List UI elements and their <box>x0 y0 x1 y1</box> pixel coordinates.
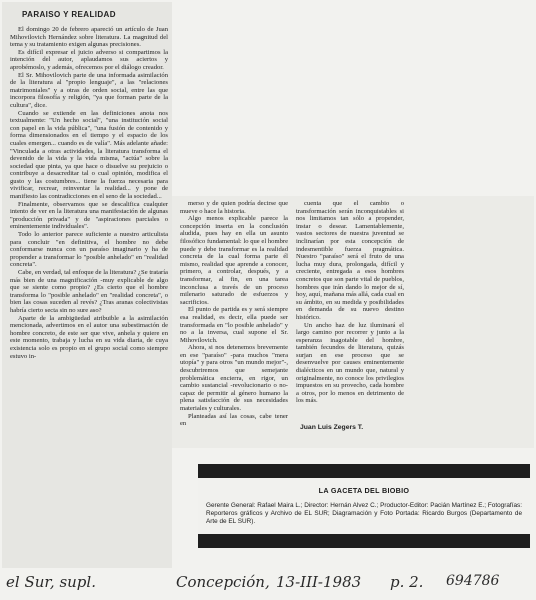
paragraph: El punto de partida es y será siempre esa realidad, es decir, ella puede ser transformada en "lo posible anhelado" y no a la inversa, cual supone el Sr. Mihovilovich. <box>180 306 288 344</box>
paragraph: Aparte de la ambigüedad atribuible a la asimilación mencionada, advertimos en el autor una subestimación de hombre concreto, de este ser que vive, anhela y quiere en este momento, trabaja y lucha en su vida diaria, de cuya existencia solo es propio en el grupo social como siempre estuvo in- <box>10 314 168 360</box>
masthead-band-top <box>198 464 530 478</box>
paragraph: Cabe, en verdad, tal enfoque de la literatura? ¿Se trataría más bien de una magnificación -muy explicable de algo que se siente como propio? ¿Es cierto que el hombre transforma lo "posible anhelado" en "realidad concreta", o bien las cosas suceden al revés? ¿Tras aranas colectivistas habría cierto secta sin no sure aso? <box>10 269 168 314</box>
paragraph: Ahora, si nos detenemos brevemente en ese "paraíso" -para muchos "mera utopía" y para otros "un mundo mejor"-, descubriremos que semejante problemática encierra, en rigor, un cambio sustancial -revolucionario o no- capaz de permitir al género humano la plena satisfacción de sus necesidades materiales y culturales. <box>180 344 288 413</box>
masthead-title: LA GACETA DEL BIOBIO <box>318 486 410 495</box>
masthead-credits: Gerente General: Rafael Maira L.; Director: Hernán Alvez C.; Productor-Editor: Pacián Martínez E.; Fotografías: Reporteros gráficos y Archivo de EL SUR; Diagramación y Foto Portada: Ricardo Burgos (Departamento de Arte de EL SUR). <box>206 502 522 525</box>
paragraph: cuenta que el cambio o transformación serán inconquistables si nos limitamos tan sólo a propender, instar o desear. Lamentablemente, vastos sectores de nuestra juventud se inclinarían por esta concepción de indesmentible fuerza pragmática. Nuestro "paraíso" será el fruto de una lucha muy dura, prolongada, difícil y creciente, entregada a esos hombres concretos que son parte vital de pueblos, hombres que irán dando lo mejor de sí, hoy, aquí, mañana más allá, cada cual en su ámbito, en su medida y posibilidades en demanda de su nuevo destino histórico. <box>296 200 404 321</box>
article-column-3 <box>296 200 404 405</box>
author-signature: Juan Luis Zegers T. <box>300 424 364 431</box>
paragraph: Todo lo anterior parece suficiente a nuestro articulista para concluir "en definitiva, el hombre no debe conformarse nunca con un paraíso imaginario y ha de propender a transformar lo "posible anhelado" en "realidad concreta". <box>10 231 168 269</box>
article-clipping-right <box>172 196 534 448</box>
article-column-1 <box>10 26 168 360</box>
paragraph: Finalmente, observamos que se descalifica cualquier intento de ver en la literatura una manifestación de algunas "producción privada" y de "aspiraciones parciales o eminentemente individuales". <box>10 200 168 231</box>
handwritten-date: 13-III-1983 <box>276 573 362 591</box>
article-column-2 <box>180 200 288 428</box>
masthead-band-bottom <box>198 534 530 548</box>
masthead-box <box>198 478 530 534</box>
handwritten-city: Concepción, <box>176 573 270 591</box>
paragraph: Algo menos explicable parece la concepción inserta en la conclusión aludida, pues hay en ella un asunto filosófico fundamental: lo que el hombre puede y debe transformar es la realidad concreta de la cual forma parte él mismo, realidad que aprende a conocer, primero, a controlar, después, y a transformar, al fin, en una tarea inconclusa a través de un proceso milenario saturado de esfuerzos y sacrificios. <box>180 215 288 306</box>
handwritten-page: p. 2. <box>390 573 424 591</box>
paragraph: Planteadas así las cosas, cabe tener en <box>180 412 288 428</box>
paragraph: Un ancho haz de luz iluminará el largo camino por recorrer y junto a la esperanza inagotable del hombre, también fecundos de literatura, quizás surjan en ese proceso que se desenvuelve por causes eminentemente dialécticos en un mundo que, natural y originalmente, no conoce los privilegios impuestos en su provecho, cada hombre a otros, por lo menos en detrimento de los más. <box>296 321 404 405</box>
paragraph: merso y de quien podría decirse que mueve o hace la historia. <box>180 200 288 215</box>
paragraph: El Sr. Mihovilovich parte de una informada asimilación de la literatura al "propio lenguaje", a las "relaciones matrimoniales" y a otras de orden social, entre las que incorpora filosofía y religión, "ya que forman parte de la cultura", dice. <box>10 71 168 109</box>
article-title: PARAISO Y REALIDAD <box>22 10 116 19</box>
paragraph: Es difícil expresar el juicio adverso si compartimos la intención del autor, aplaudamos sus aciertos y aprobémoslo, y además, ofrecemos por el diálogo creador. <box>10 48 168 71</box>
paragraph: El domingo 20 de febrero apareció un artículo de Juan Mihovilovich Hernández sobre literatura. La magnitud del tema y su tratamiento exigen algunas precisiones. <box>10 26 168 49</box>
handwritten-source: el Sur, supl. <box>6 573 96 591</box>
paragraph: Cuando se extiende en las definiciones anota nos textualmente: "Un hecho social", "una institución social con papel en la vida pública", "una fusión de contenido y forma dimensionados en el tiempo y el espacio de los cuales emergen... cuando es de valía". Más adelante añade: "Vinculada a otras actividades, la literatura transforma el devenido de la vida y la vida misma, "actúa" sobre la sociedad que pinta, ya que hace o disuelve su prejuicio o contribuye a desacreditar tal o cual opinión, modifica el gusto y las costumbres... tiene la fuerza necesaria para vivificar, recrear, reinventar la realidad... y pone de manifiesto las contradicciones en el seno de la sociedad... <box>10 109 168 201</box>
handwritten-code: 694786 <box>446 573 500 589</box>
article-clipping-left <box>2 2 172 568</box>
